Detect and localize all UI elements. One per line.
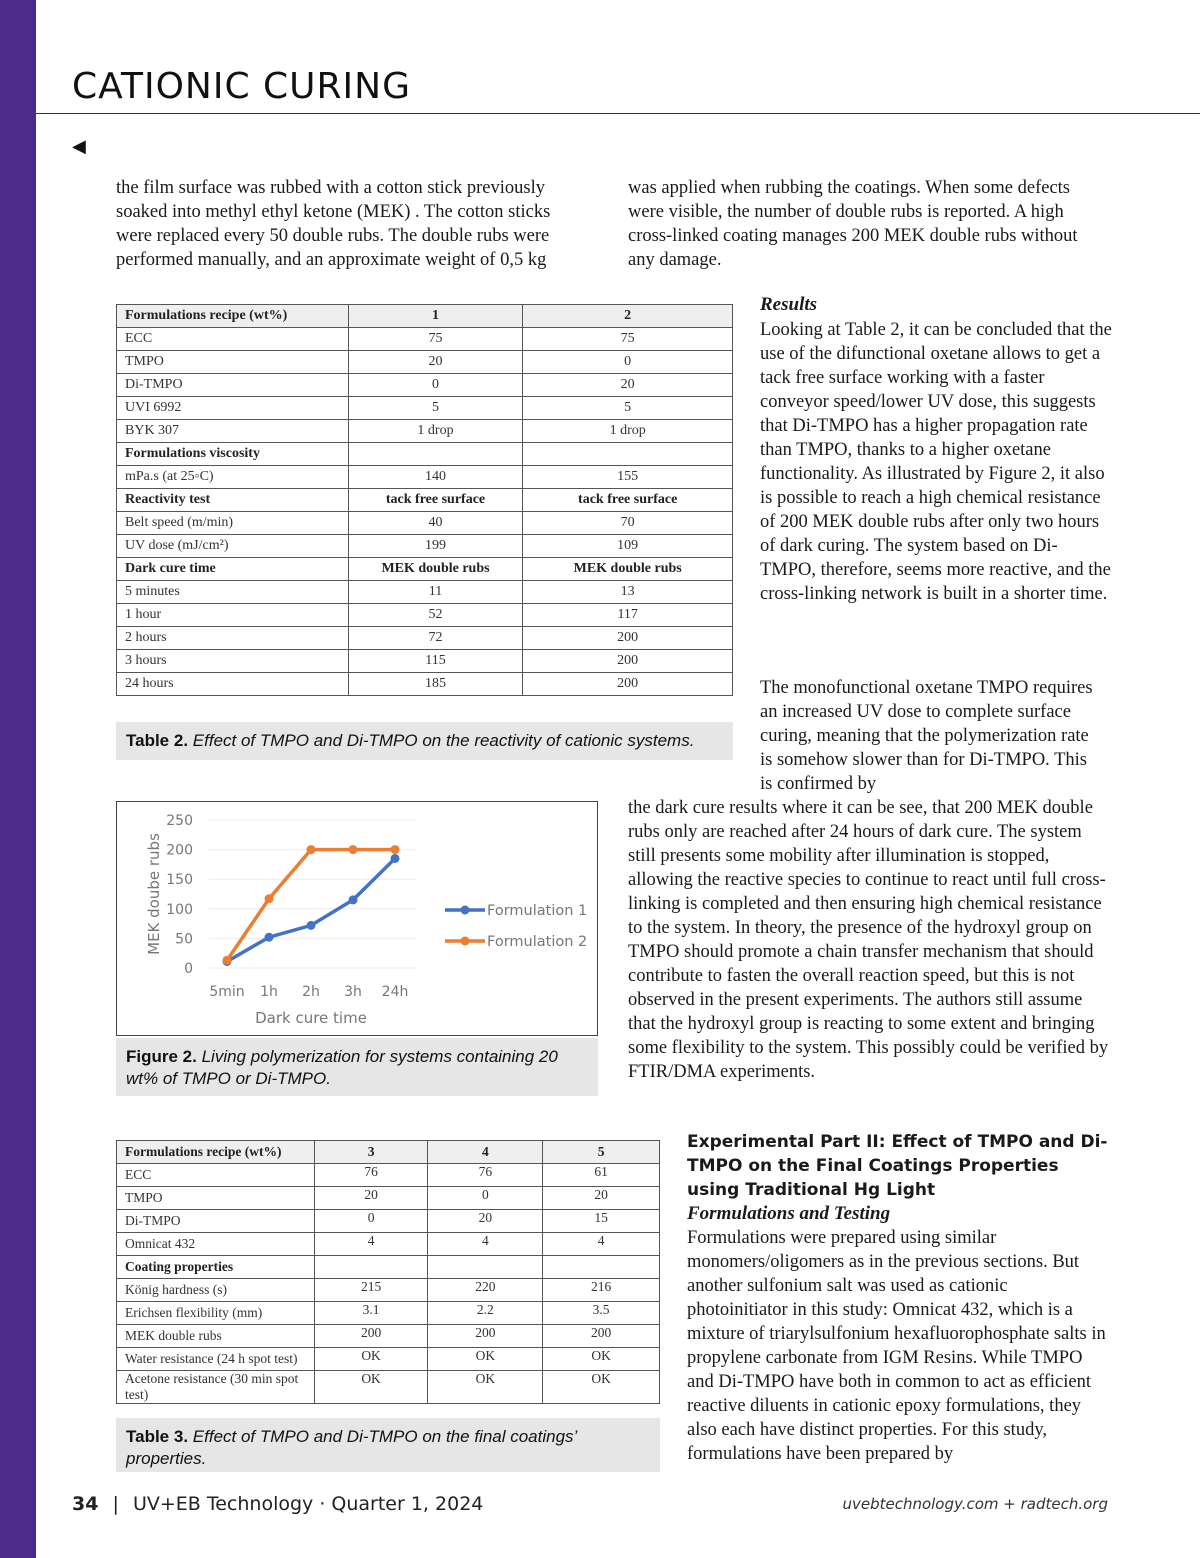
table-row <box>117 1187 660 1210</box>
data-point <box>391 854 400 863</box>
footer-websites[interactable]: uvebtechnology.com + radtech.org <box>842 1495 1108 1513</box>
y-tick-label: 50 <box>175 931 193 948</box>
value-cell: 200 <box>523 673 733 696</box>
value-cell: 200 <box>314 1325 428 1348</box>
table-2 <box>116 304 733 696</box>
table-section-row <box>117 443 733 466</box>
series-line <box>227 850 395 961</box>
table-row <box>117 1210 660 1233</box>
legend-swatch-marker <box>461 906 470 915</box>
table-row <box>117 351 733 374</box>
value-cell: OK <box>543 1348 660 1371</box>
value-cell: 75 <box>348 328 523 351</box>
value-cell: 199 <box>348 535 523 558</box>
y-tick-label: 200 <box>166 842 193 859</box>
row-label-cell: TMPO <box>117 1187 315 1210</box>
table-row <box>117 1279 660 1302</box>
value-cell: 200 <box>523 650 733 673</box>
x-tick-label: 2h <box>302 984 320 1000</box>
value-cell: 0 <box>314 1210 428 1233</box>
caption-label: Figure 2. <box>126 1047 197 1066</box>
row-label-cell: Acetone resistance (30 min spot test) <box>117 1371 315 1404</box>
table-row <box>117 1302 660 1325</box>
table-section-row <box>117 489 733 512</box>
value-cell: 109 <box>523 535 733 558</box>
publication-name: UV+EB Technology · Quarter 1, 2024 <box>132 1493 484 1515</box>
table-2-caption <box>116 722 733 760</box>
header-cell: 2 <box>523 305 733 328</box>
table-row <box>117 512 733 535</box>
data-point <box>307 845 316 854</box>
value-cell: 5 <box>523 397 733 420</box>
value-cell: 200 <box>543 1325 660 1348</box>
row-label-cell: Coating properties <box>117 1256 315 1279</box>
value-cell: 216 <box>543 1279 660 1302</box>
value-cell: OK <box>543 1371 660 1404</box>
value-cell: 52 <box>348 604 523 627</box>
row-label-cell: Erichsen flexibility (mm) <box>117 1302 315 1325</box>
value-cell: 76 <box>428 1164 543 1187</box>
intro-left-paragraph: the film surface was rubbed with a cotton stick previously soaked into methyl ethyl ketone (MEK) . The cotton sticks were replaced every 50 double rubs. The double rubs were performed manually, and an approximate weight of 0,5 kg <box>116 178 551 270</box>
value-cell: 15 <box>543 1210 660 1233</box>
value-cell: OK <box>314 1348 428 1371</box>
table-row <box>117 397 733 420</box>
value-cell: tack free surface <box>348 489 523 512</box>
caption-text: Living polymerization for systems containing 20 wt% of TMPO or Di-TMPO. <box>126 1047 558 1088</box>
value-cell: 3.5 <box>543 1302 660 1325</box>
table-row <box>117 627 733 650</box>
row-label-cell: 24 hours <box>117 673 349 696</box>
header-cell: 1 <box>348 305 523 328</box>
table-row <box>117 1371 660 1404</box>
intro-right-paragraph: was applied when rubbing the coatings. When some defects were visible, the number of double rubs is reported. A high cross-linked coating manages 200 MEK double rubs without any damage. <box>628 178 1078 270</box>
value-cell: 4 <box>314 1233 428 1256</box>
value-cell: 76 <box>314 1164 428 1187</box>
caption-text: Effect of TMPO and Di-TMPO on the reactivity of cationic systems. <box>192 731 695 750</box>
formulations-testing-subheading: Formulations and Testing <box>687 1203 891 1224</box>
row-label-cell: Omnicat 432 <box>117 1233 315 1256</box>
value-cell: 20 <box>523 374 733 397</box>
row-label-cell: König hardness (s) <box>117 1279 315 1302</box>
value-cell: MEK double rubs <box>348 558 523 581</box>
x-tick-label: 24h <box>381 984 409 1000</box>
section-title: CATIONIC CURING <box>72 66 411 107</box>
value-cell: 200 <box>523 627 733 650</box>
y-tick-label: 0 <box>184 961 193 977</box>
row-label-cell: mPa.s (at 25◦C) <box>117 466 349 489</box>
row-label-cell: MEK double rubs <box>117 1325 315 1348</box>
caption-label: Table 3. <box>126 1427 189 1446</box>
value-cell: 72 <box>348 627 523 650</box>
value-cell: 0 <box>428 1187 543 1210</box>
table-row <box>117 1233 660 1256</box>
value-cell: 185 <box>348 673 523 696</box>
table-row <box>117 581 733 604</box>
row-label-cell: Reactivity test <box>117 489 349 512</box>
results-heading: Results <box>760 294 818 315</box>
table-row <box>117 673 733 696</box>
header-cell: 5 <box>543 1141 660 1164</box>
y-axis-label: MEK doube rubs <box>145 833 163 955</box>
table-row <box>117 1164 660 1187</box>
row-label-cell: Di-TMPO <box>117 374 349 397</box>
y-tick-label: 250 <box>166 813 193 829</box>
data-point <box>265 933 274 942</box>
data-point <box>265 894 274 903</box>
part-2-heading: Experimental Part II: Effect of TMPO and Di-TMPO on the Final Coatings Properties using Traditional Hg Light <box>687 1132 1108 1200</box>
header-cell: 4 <box>428 1141 543 1164</box>
value-cell: 40 <box>348 512 523 535</box>
part-2-section <box>687 1130 1112 1466</box>
value-cell: OK <box>428 1371 543 1404</box>
table-row <box>117 650 733 673</box>
caption-text: Effect of TMPO and Di-TMPO on the final coatings’ properties. <box>126 1427 577 1468</box>
value-cell: 140 <box>348 466 523 489</box>
row-label-cell: ECC <box>117 1164 315 1187</box>
sidebar-accent-bar <box>0 0 36 1558</box>
caption-label: Table 2. <box>126 731 189 750</box>
data-point <box>349 845 358 854</box>
row-label-cell: Formulations viscosity <box>117 443 349 466</box>
table-header-row <box>117 1141 660 1164</box>
value-cell: 5 <box>348 397 523 420</box>
legend-swatch-marker <box>461 937 470 946</box>
value-cell <box>314 1256 428 1279</box>
results-paragraph-2b: the dark cure results where it can be see, that 200 MEK double rubs only are reached after 24 hours of dark cure. The system still presents some mobility after illumination is stopped, allowing the reactive species to continue to react until full cross-linking is completed and then ensuring high chemical resistance to the system. In theory, the presence of the hydroxyl group on TMPO should promote a chain transfer mechanism that should contribute to fasten the overall reaction speed, but this is not observed in the present experiments. The authors still assume that the hydroxyl group is reacting to some extent and bringing some flexibility to the system. This possibly could be verified by FTIR/DMA experiments. <box>628 798 1109 1082</box>
footer-publication <box>72 1493 483 1515</box>
row-label-cell: 5 minutes <box>117 581 349 604</box>
back-arrow-icon[interactable]: ◀ <box>72 136 86 156</box>
figure-2-chart <box>116 801 598 1036</box>
value-cell: 3.1 <box>314 1302 428 1325</box>
x-tick-label: 5min <box>209 984 245 1000</box>
table-row <box>117 1348 660 1371</box>
value-cell: 4 <box>543 1233 660 1256</box>
value-cell: 13 <box>523 581 733 604</box>
line-chart <box>117 802 596 1034</box>
row-label-cell: 1 hour <box>117 604 349 627</box>
value-cell: 4 <box>428 1233 543 1256</box>
footer-separator: | <box>112 1493 119 1515</box>
value-cell: 61 <box>543 1164 660 1187</box>
row-label-cell: Di-TMPO <box>117 1210 315 1233</box>
table-row <box>117 604 733 627</box>
value-cell: 20 <box>348 351 523 374</box>
part-2-paragraph: Formulations were prepared using similar monomers/oligomers as in the previous sections. But another sulfonium salt was used as cationic photoinitiator in this study: Omnicat 432, which is a mixture of triarylsulfonium hexafluorophosphate salts in propylene carbonate from IGM Resins. While TMPO and Di-TMPO have both in common to act as efficient reactive diluents in cationic epoxy formulations, they also each have distinct properties. For this study, formulations have been prepared by <box>687 1228 1106 1464</box>
data-point <box>349 895 358 904</box>
data-point <box>391 845 400 854</box>
table-section-row <box>117 558 733 581</box>
row-label-cell: 3 hours <box>117 650 349 673</box>
row-label-cell: UVI 6992 <box>117 397 349 420</box>
results-paragraph-2a: The monofunctional oxetane TMPO requires an increased UV dose to complete surface curing, meaning that the polymerization rate is somehow slower than for Di-TMPO. This is confirmed by <box>760 678 1093 794</box>
series-line <box>227 858 395 961</box>
figure-2-caption <box>116 1038 598 1096</box>
value-cell: 20 <box>428 1210 543 1233</box>
row-label-cell: UV dose (mJ/cm²) <box>117 535 349 558</box>
value-cell: 20 <box>314 1187 428 1210</box>
table-row <box>117 374 733 397</box>
legend-label: Formulation 2 <box>487 934 588 950</box>
value-cell: 0 <box>348 374 523 397</box>
value-cell: 11 <box>348 581 523 604</box>
value-cell: OK <box>314 1371 428 1404</box>
row-label-cell: Dark cure time <box>117 558 349 581</box>
table-3 <box>116 1140 660 1404</box>
table-section-row <box>117 1256 660 1279</box>
legend-label: Formulation 1 <box>487 903 588 919</box>
table-row <box>117 1325 660 1348</box>
header-cell: Formulations recipe (wt%) <box>117 305 349 328</box>
table-row <box>117 328 733 351</box>
value-cell: 75 <box>523 328 733 351</box>
value-cell: 155 <box>523 466 733 489</box>
row-label-cell: 2 hours <box>117 627 349 650</box>
page-number: 34 <box>72 1493 99 1515</box>
header-cell: Formulations recipe (wt%) <box>117 1141 315 1164</box>
value-cell: 117 <box>523 604 733 627</box>
value-cell: tack free surface <box>523 489 733 512</box>
data-point <box>307 921 316 930</box>
table-header-row <box>117 305 733 328</box>
value-cell: 220 <box>428 1279 543 1302</box>
value-cell: MEK double rubs <box>523 558 733 581</box>
value-cell: 215 <box>314 1279 428 1302</box>
header-rule <box>36 113 1200 114</box>
row-label-cell: BYK 307 <box>117 420 349 443</box>
value-cell: 0 <box>523 351 733 374</box>
table-row <box>117 420 733 443</box>
value-cell: 200 <box>428 1325 543 1348</box>
value-cell: 2.2 <box>428 1302 543 1325</box>
value-cell <box>428 1256 543 1279</box>
x-axis-label: Dark cure time <box>255 1009 367 1027</box>
value-cell <box>348 443 523 466</box>
row-label-cell: TMPO <box>117 351 349 374</box>
row-label-cell: Water resistance (24 h spot test) <box>117 1348 315 1371</box>
value-cell <box>543 1256 660 1279</box>
row-label-cell: Belt speed (m/min) <box>117 512 349 535</box>
value-cell: OK <box>428 1348 543 1371</box>
value-cell <box>523 443 733 466</box>
table-3-caption <box>116 1418 660 1472</box>
value-cell: 115 <box>348 650 523 673</box>
value-cell: 1 drop <box>348 420 523 443</box>
header-cell: 3 <box>314 1141 428 1164</box>
table-row <box>117 466 733 489</box>
results-paragraph-1: Looking at Table 2, it can be concluded that the use of the difunctional oxetane allows to get a tack free surface working with a faster conveyor speed/lower UV dose, this suggests that Di-TMPO has a higher propagation rate than TMPO, thanks to a higher oxetane functionality. As illustrated by Figure 2, it also is possible to reach a high chemical resistance of 200 MEK double rubs after only two hours of dark curing. The system based on Di-TMPO, therefore, seems more reactive, and the cross-linking network is built in a shorter time. <box>760 320 1112 604</box>
x-tick-label: 1h <box>260 984 278 1000</box>
table-row <box>117 535 733 558</box>
x-tick-label: 3h <box>344 984 362 1000</box>
y-tick-label: 150 <box>166 872 193 889</box>
value-cell: 70 <box>523 512 733 535</box>
value-cell: 20 <box>543 1187 660 1210</box>
row-label-cell: ECC <box>117 328 349 351</box>
y-tick-label: 100 <box>166 901 193 918</box>
data-point <box>223 956 232 965</box>
value-cell: 1 drop <box>523 420 733 443</box>
